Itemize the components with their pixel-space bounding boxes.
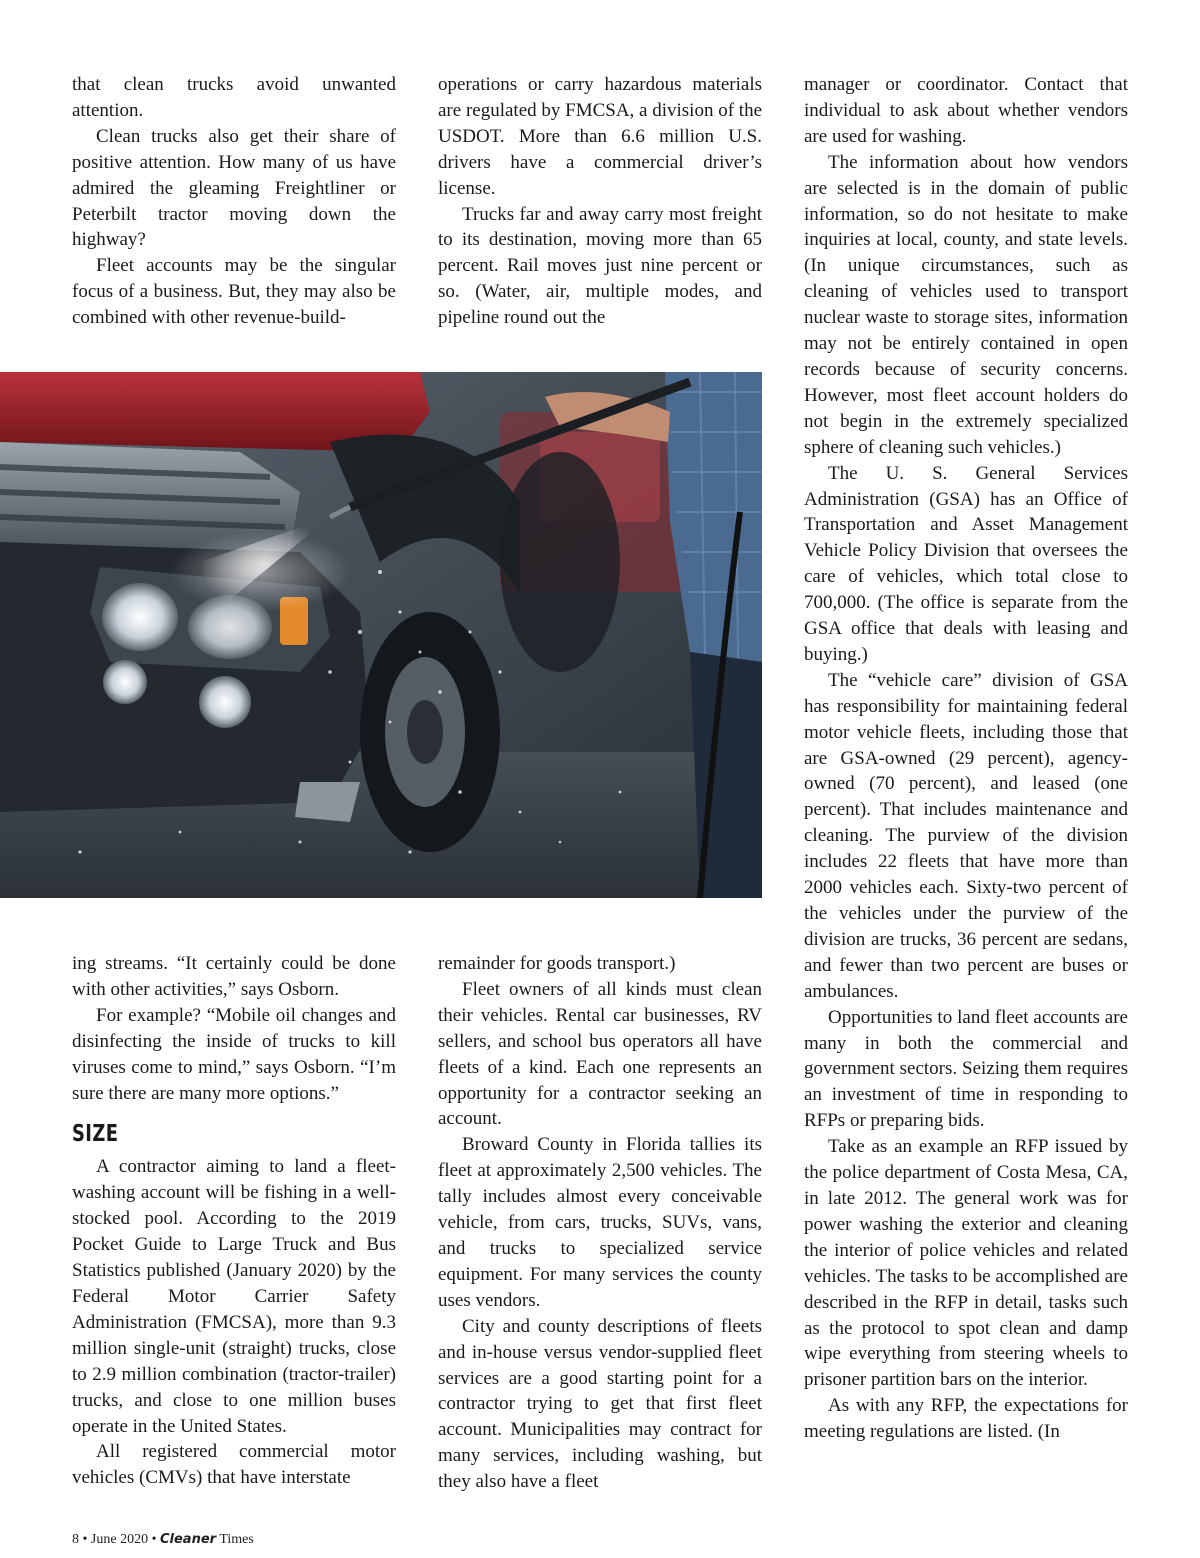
paragraph: A contractor aiming to land a fleet-washing account will be fishing in a well-stocked pool. According to the 2019 Pocket Guide to Large Truck and Bus Statistics published (January 2020) by the Federal Motor Carrier Safety Administration (FMCSA), more than 9.3 million single-unit (straight) trucks, close to 2.9 million combination (tractor-trailer) trucks, and close to one million buses operate in the United States. [72, 1156, 396, 1437]
paragraph: that clean trucks avoid unwanted attention. [72, 74, 396, 121]
bullet-separator: • [82, 1532, 88, 1547]
paragraph: remainder for goods transport.) [438, 953, 676, 974]
paragraph: The “vehicle care” division of GSA has responsibility for maintaining federal motor vehicle fleets, including those that are GSA-owned (29 percent), agency-owned (70 percent), and leased (one percent). That includes maintenance and cleaning. The purview of the division includes 22 fleets that have more than 2000 vehicles each. Sixty-two percent of the vehicles under the purview of the division are trucks, 36 percent are sedans, and fewer than two percent are buses or ambulances. [804, 669, 1128, 1002]
paragraph: ing streams. “It certainly could be done with other activities,” says Osborn. [72, 953, 396, 1000]
paragraph: Opportunities to land fleet accounts are many in both the commercial and government sectors. Seizing them requires an investment of time in responding to RFPs or preparing bids. [804, 1006, 1128, 1132]
column-1-top [72, 72, 396, 331]
paragraph: Fleet owners of all kinds must clean their vehicles. Rental car businesses, RV sellers, and school bus operators all have fleets of a kind. Each one represents an opportunity for a contractor seeking an account. [438, 978, 762, 1130]
paragraph: For example? “Mobile oil changes and disinfecting the inside of trucks to kill viruses come to mind,” says Osborn. “I’m sure there are many more options.” [72, 1004, 396, 1104]
issue-date: June 2020 [90, 1532, 149, 1547]
paragraph: The U. S. General Services Administration (GSA) has an Office of Transportation and Asset Management Vehicle Policy Division that oversees the care of vehicles, which total close to 700,000. (The office is separate from the GSA office that deals with leasing and buying.) [804, 462, 1128, 665]
paragraph: Broward County in Florida tallies its fleet at approximately 2,500 vehicles. The tally includes almost every conceivable vehicle, from cars, trucks, SUVs, vans, and trucks to specialized service equipment. For many services the county uses vendors. [438, 1134, 762, 1311]
paragraph: Clean trucks also get their share of positive attention. How many of us have admired the gleaming Freightliner or Peterbilt tractor moving down the highway? [72, 125, 396, 251]
page-footer [72, 1532, 254, 1548]
truck-washing-photo [0, 372, 762, 898]
column-3 [804, 72, 1128, 1445]
paragraph: Trucks far and away carry most freight to its destination, moving more than 65 percent. Rail moves just nine percent or so. (Water, air, multiple modes, and pipeline round out the [438, 203, 762, 329]
paragraph: All registered commercial motor vehicles (CMVs) that have interstate [72, 1441, 396, 1489]
column-1-bottom [72, 951, 396, 1491]
paragraph: The information about how vendors are selected is in the domain of public information, so do not hesitate to make inquiries at local, county, and state levels. (In unique circumstances, such as cleaning of vehicles used to transport nuclear waste to storage sites, information may not be entirely contained in open records because of security concerns. However, most fleet account holders do not begin in the extremely specialized sphere of cleaning such vehicles.) [804, 151, 1128, 458]
paragraph: operations or carry hazardous materials are regulated by FMCSA, a division of the USDOT. More than 6.6 million U.S. drivers have a commercial driver’s license. [438, 74, 763, 199]
paragraph: manager or coordinator. Contact that individual to ask about whether vendors are used for washing. [804, 74, 1128, 147]
paragraph: Take as an example an RFP issued by the police department of Costa Mesa, CA, in late 2012. The general work was for power washing the exterior and cleaning the interior of police vehicles and related vehicles. The tasks to be accomplished are described in the RFP in detail, tasks such as the protocol to spot clean and damp wipe everything from steering wheels to prisoner partition bars on the interior. [804, 1136, 1128, 1391]
paragraph: As with any RFP, the expectations for meeting regulations are listed. (In [804, 1395, 1128, 1443]
paragraph: Fleet accounts may be the singular focus of a business. But, they may also be combined with other revenue-build- [72, 255, 396, 329]
magazine-name-italic: Cleaner [159, 1532, 217, 1547]
section-heading-size: SIZE [72, 1121, 119, 1148]
magazine-name-rest: Times [219, 1532, 254, 1547]
bullet-separator: • [151, 1532, 157, 1547]
column-2-bottom [438, 951, 762, 1495]
column-2-top [438, 72, 762, 331]
page-number: 8 [72, 1532, 79, 1547]
paragraph: City and county descriptions of fleets and in-house versus vendor-supplied fleet services are a good starting point for a contractor trying to get that first fleet account. Municipalities may contract for many services, including washing, but they also have a fleet [438, 1315, 762, 1493]
